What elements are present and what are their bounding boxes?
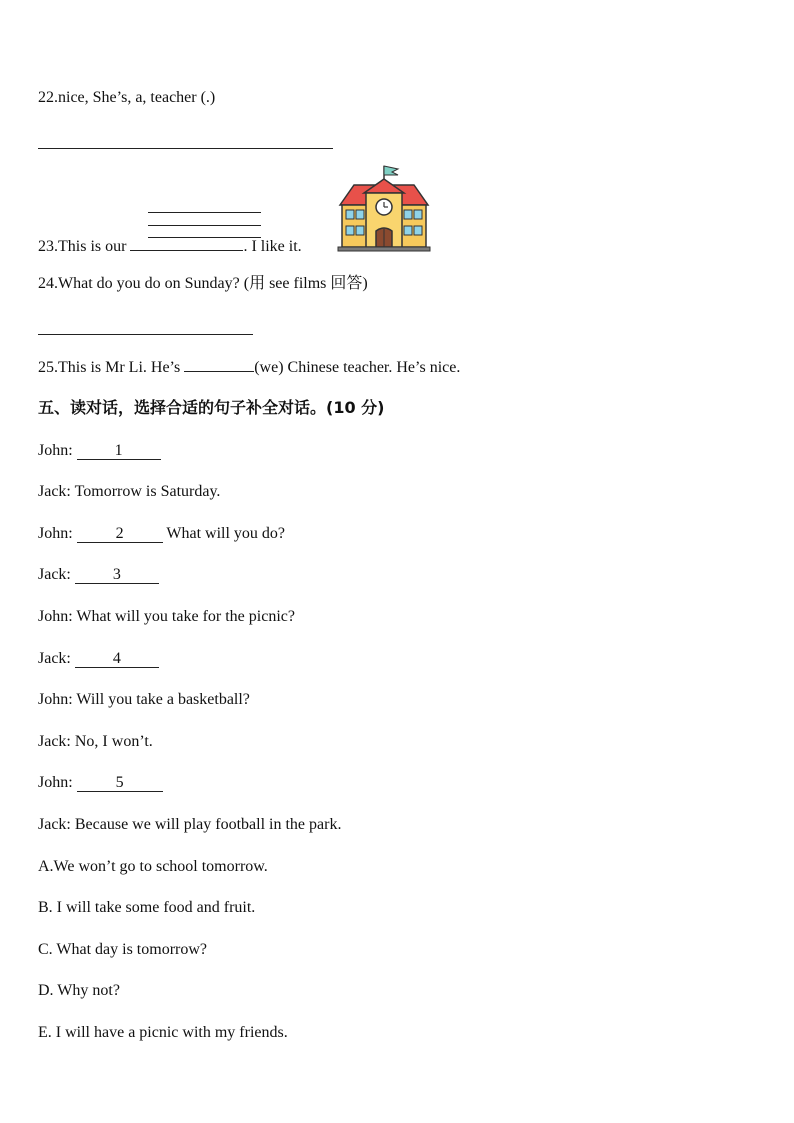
option-b: B. I will take some food and fruit. <box>38 899 256 916</box>
answer-stack-line-1[interactable] <box>148 212 261 213</box>
speaker: Jack: <box>38 483 75 500</box>
speaker: Jack: <box>38 733 75 750</box>
dialogue-line <box>38 690 250 710</box>
question-23 <box>38 237 302 257</box>
question-25-prefix: 25.This is Mr Li. He’s <box>38 359 185 376</box>
dialogue-line <box>38 607 295 627</box>
dialogue-text: Because we will play football in the park. <box>74 816 342 833</box>
dialogue-blank-1[interactable]: 1 <box>77 443 161 460</box>
dialogue-blank-4[interactable]: 4 <box>75 651 159 668</box>
speaker: John: <box>38 691 77 708</box>
dialogue-line <box>38 565 159 585</box>
question-23-suffix: . I like it. <box>243 238 302 255</box>
dialogue-text: Tomorrow is Saturday. <box>74 483 221 500</box>
answer-blank-25[interactable] <box>184 371 254 372</box>
dialogue-line <box>38 524 285 544</box>
answer-line-22[interactable] <box>38 148 333 149</box>
question-23-prefix: 23.This is our <box>38 238 131 255</box>
dialogue-text: What will you do? <box>162 525 286 542</box>
dialogue-line <box>38 649 159 669</box>
speaker: John: <box>38 608 77 625</box>
question-22: 22.nice, She’s, a, teacher (.) <box>38 89 216 106</box>
answer-stack-line-2[interactable] <box>148 225 261 226</box>
dialogue-blank-5[interactable]: 5 <box>77 775 163 792</box>
dialogue-text: What will you take for the picnic? <box>76 608 295 625</box>
dialogue-line <box>38 732 153 752</box>
speaker: John: <box>38 525 77 542</box>
speaker: John: <box>38 442 77 459</box>
dialogue-line <box>38 482 220 502</box>
answer-blank-23[interactable] <box>130 250 243 251</box>
dialogue-text: Will you take a basketball? <box>76 691 250 708</box>
question-24: 24.What do you do on Sunday? (用 see films 回答) <box>38 275 368 292</box>
option-d: D. Why not? <box>38 982 120 999</box>
question-25-suffix: (we) Chinese teacher. He’s nice. <box>254 359 461 376</box>
speaker: John: <box>38 774 77 791</box>
option-c: C. What day is tomorrow? <box>38 941 208 958</box>
speaker: Jack: <box>38 566 75 583</box>
dialogue-line <box>38 773 163 793</box>
dialogue-blank-3[interactable]: 3 <box>75 567 159 584</box>
dialogue-line <box>38 441 161 461</box>
dialogue-text: No, I won’t. <box>74 733 153 750</box>
speaker: Jack: <box>38 650 75 667</box>
answer-line-24[interactable] <box>38 334 253 335</box>
section-5-heading: 五、读对话，选择合适的句子补全对话。(10 分) <box>38 398 385 417</box>
speaker: Jack: <box>38 816 75 833</box>
school-building-image <box>336 163 432 253</box>
dialogue-line <box>38 815 341 835</box>
option-a: A.We won’t go to school tomorrow. <box>38 858 268 875</box>
option-e: E. I will have a picnic with my friends. <box>38 1024 288 1041</box>
question-25 <box>38 358 460 378</box>
dialogue-blank-2[interactable]: 2 <box>77 526 163 543</box>
